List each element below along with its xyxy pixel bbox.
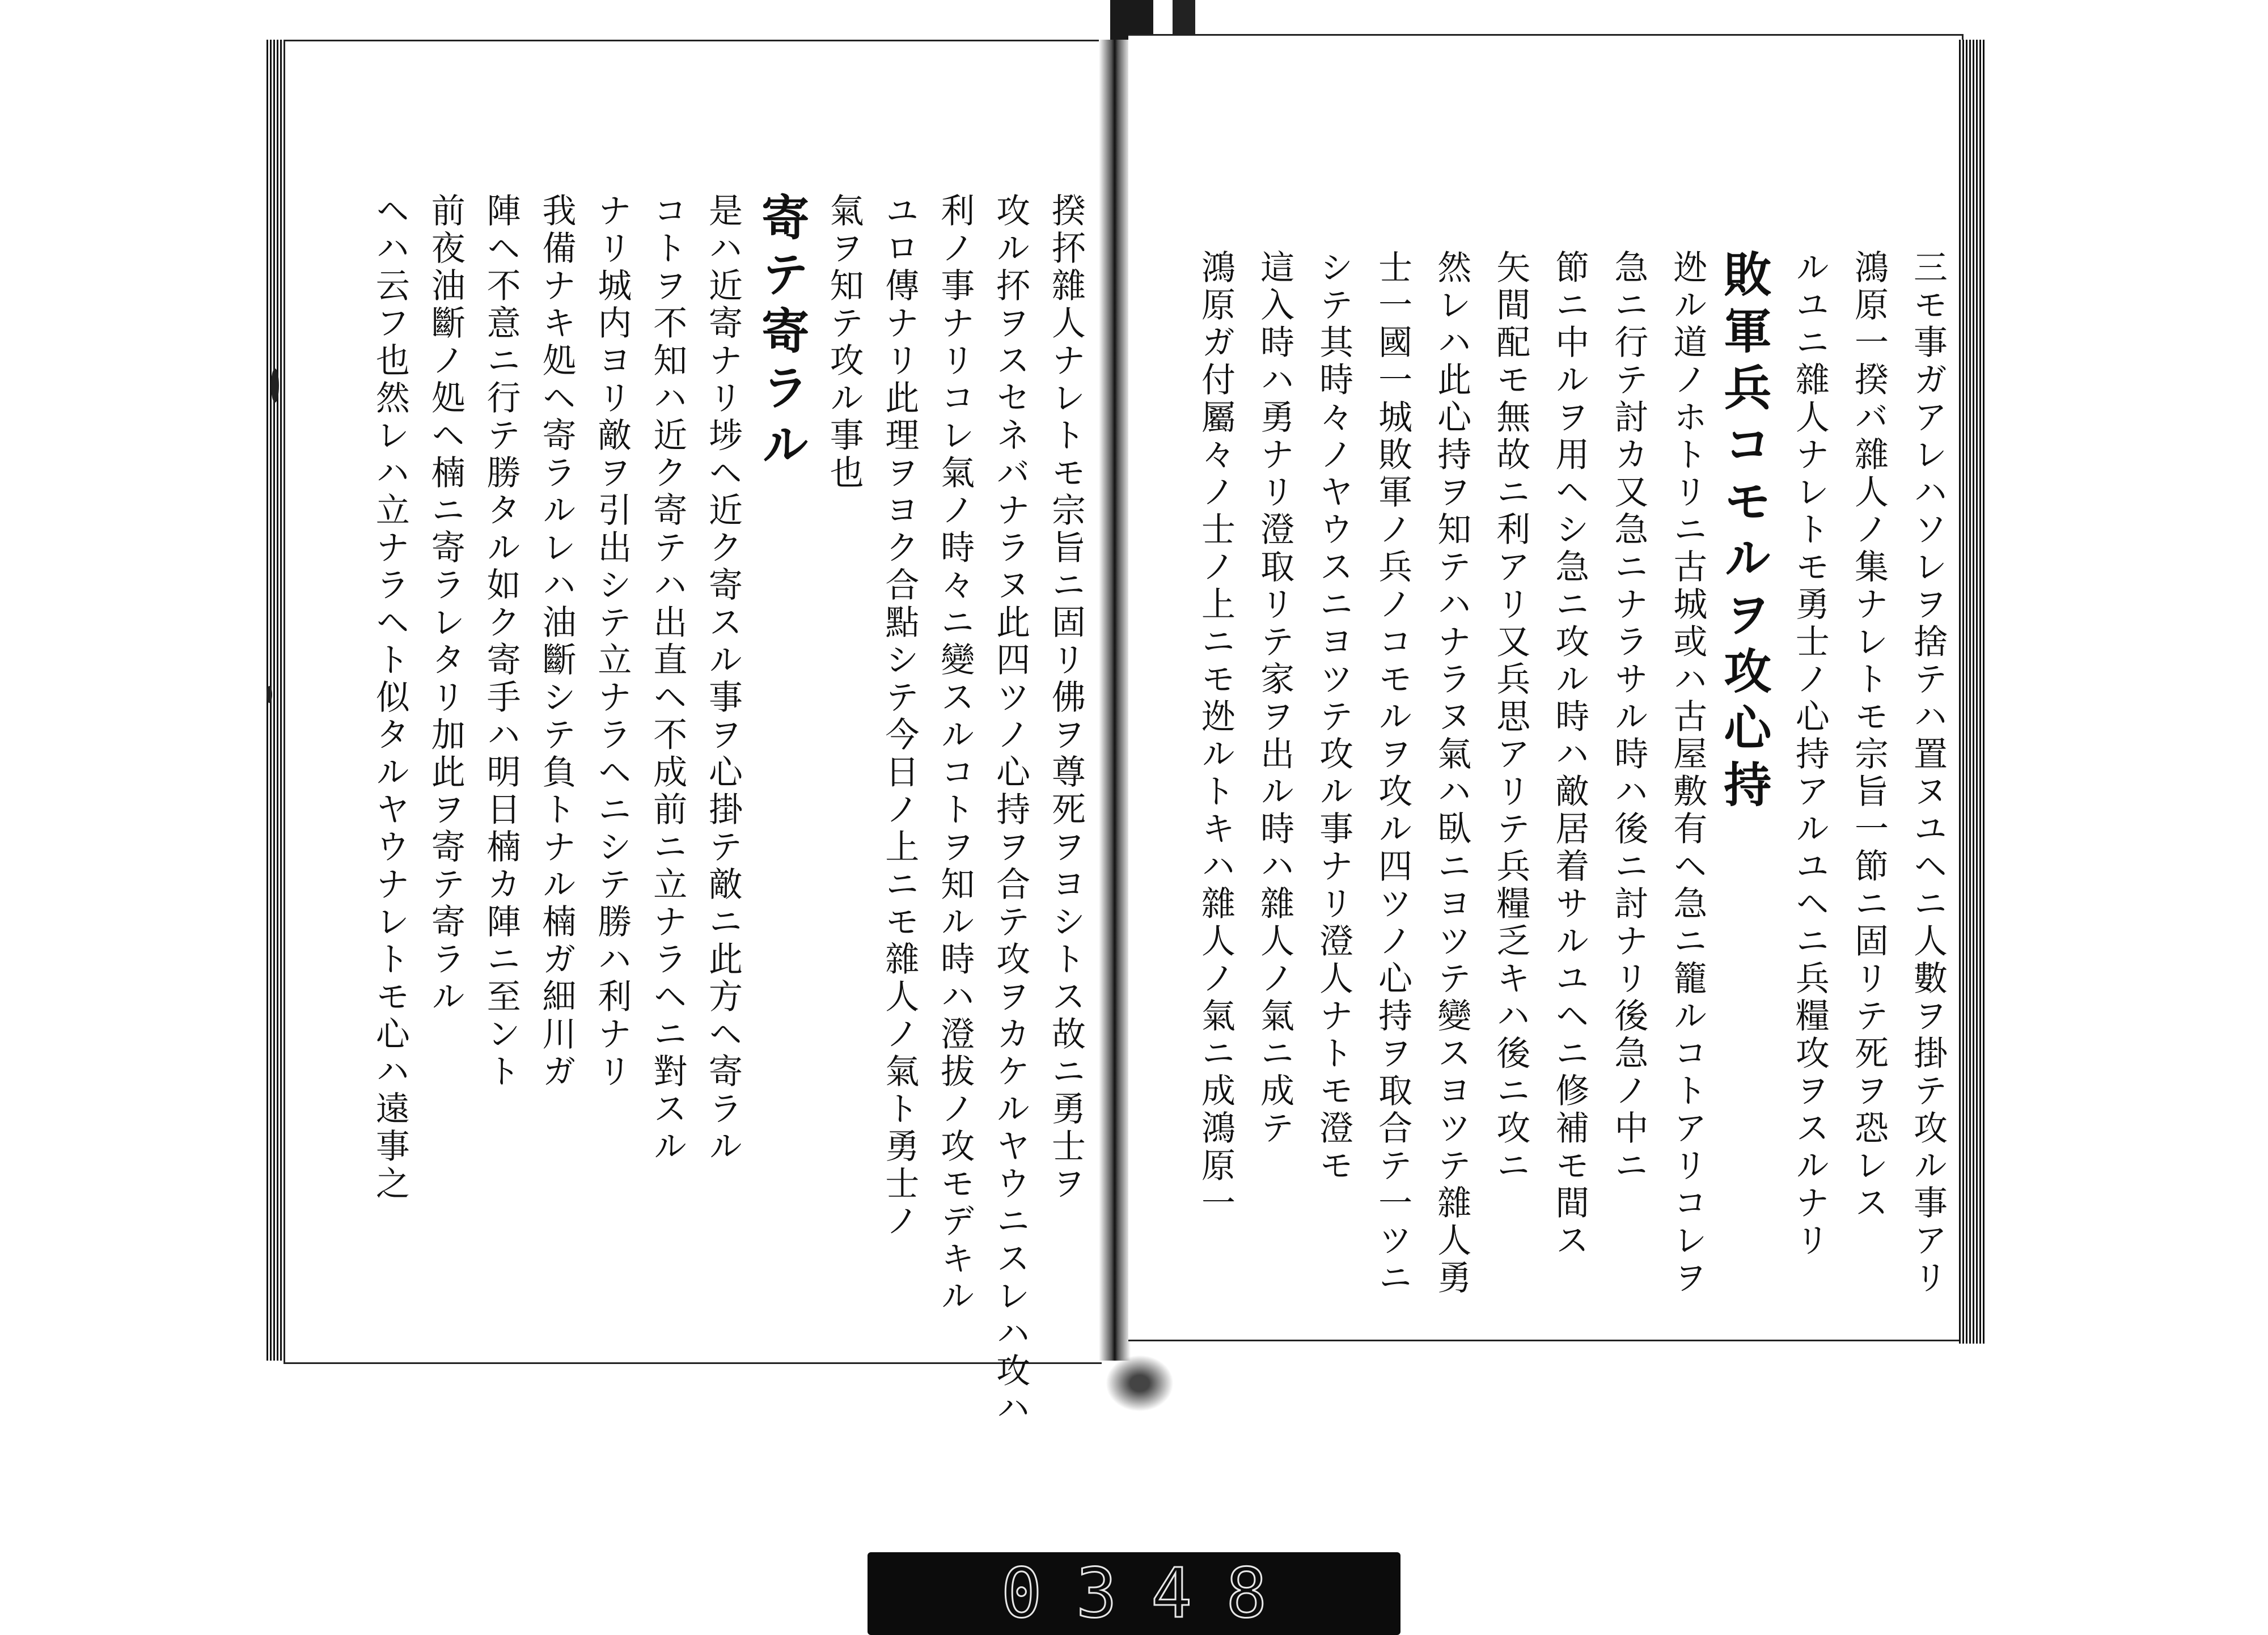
text-column: 揆抔雜人ナレトモ宗旨ニ固リ佛ヲ尊死ヲヨシトス故ニ勇士ヲ [1046, 193, 1086, 1203]
text-column: ルユニ雜人ナレトモ勇士ノ心持アルユヘニ兵糧攻ヲスルナリ [1789, 249, 1830, 1260]
text-column: シテ其時々ノヤウスニヨツテ攻ル事ナリ澄人ナトモ澄モ [1314, 249, 1354, 1185]
frame-number-stamp [868, 1552, 1400, 1635]
gutter-shadow [1106, 1355, 1174, 1412]
text-column: 迯ル道ノホトリニ古城或ハ古屋敷有ヘ急ニ籠ルコトアリコレヲ [1668, 249, 1708, 1297]
text-column: 矢間配モ無故ニ利アリ又兵思アリテ兵糧乏キハ後ニ攻ニ [1491, 249, 1531, 1185]
frame-number: 0348 [1001, 1554, 1301, 1633]
right-page-text [1174, 249, 1948, 1327]
book-gutter [1099, 40, 1131, 1361]
binding-mark [271, 368, 279, 403]
text-column: コトヲ不知ハ近ク寄テハ出直ヘ不成前ニ立ナラヘニ對スル [648, 193, 688, 1166]
text-column: 是ハ近寄ナリ埗ヘ近ク寄スル事ヲ心掛テ敵ニ此方ヘ寄ラル [703, 193, 743, 1166]
text-column: 三モ事ガアレハソレヲ捨テハ置ヌユヘニ人數ヲ掛テ攻ル事アリ [1908, 249, 1948, 1297]
text-column: ヘハ云フ也然レハ立ナラヘト似タルヤウナレトモ心ハ遠事之 [370, 193, 410, 1203]
text-column: 這入時ハ勇ナリ澄取リテ家ヲ出ル時ハ雜人ノ氣ニ成テ [1255, 249, 1295, 1147]
binding-mark [266, 686, 272, 703]
text-column: 陣ヘ不意ニ行テ勝タル如ク寄手ハ明日楠カ陣ニ至ント [481, 193, 521, 1091]
text-column: 鴻原ガ付屬々ノ士ノ上ニモ迯ルトキハ雜人ノ氣ニ成鴻原一 [1196, 249, 1236, 1222]
text-column: 急ニ行テ討カ又急ニナラサル時ハ後ニ討ナリ後急ノ中ニ [1609, 249, 1649, 1185]
text-column: 氣ヲ知テ攻ル事也 [824, 193, 864, 492]
text-column: 前夜油斷ノ処ヘ楠ニ寄ラレタリ加此ヲ寄テ寄ラル [425, 193, 466, 1016]
right-page-edges [1959, 40, 1984, 1344]
text-column: ナリ城内ヨリ敵ヲ引出シテ立ナラヘニシテ勝ハ利ナリ [592, 193, 632, 1091]
text-column: 鴻原一揆バ雜人ノ集ナレトモ宗旨一節ニ固リテ死ヲ恐レス [1848, 249, 1889, 1222]
text-column: ユロ傳ナリ此理ヲヨク合點シテ今日ノ上ニモ雜人ノ氣ト勇士ノ [879, 193, 920, 1240]
section-heading: 寄テ寄ラル [754, 193, 810, 476]
text-column: 士一國一城敗軍ノ兵ノコモルヲ攻ル四ツノ心持ヲ取合テ一ツニ [1373, 249, 1413, 1297]
section-heading: 敗軍兵コモルヲ攻心持 [1716, 249, 1772, 816]
text-column: 攻ル抔ヲスセネバナラヌ此四ツノ心持ヲ合テ攻ヲカケルヤウニスレハ攻ハ [991, 193, 1031, 1428]
left-page-text [352, 193, 1086, 1428]
text-column: 利ノ事ナリコレ氣ノ時々ニ變スルコトヲ知ル時ハ澄拔ノ攻モデキル [935, 193, 975, 1315]
text-column: 節ニ中ルヲ用ヘシ急ニ攻ル時ハ敵居着サルユヘニ修補モ間ス [1550, 249, 1590, 1260]
text-column: 然レハ此心持ヲ知テハナラヌ氣ハ臥ニヨツテ變スヨツテ雜人勇 [1432, 249, 1472, 1297]
text-column: 我備ナキ処ヘ寄ラルレハ油斷シテ負トナル楠ガ細川ガ [536, 193, 577, 1091]
